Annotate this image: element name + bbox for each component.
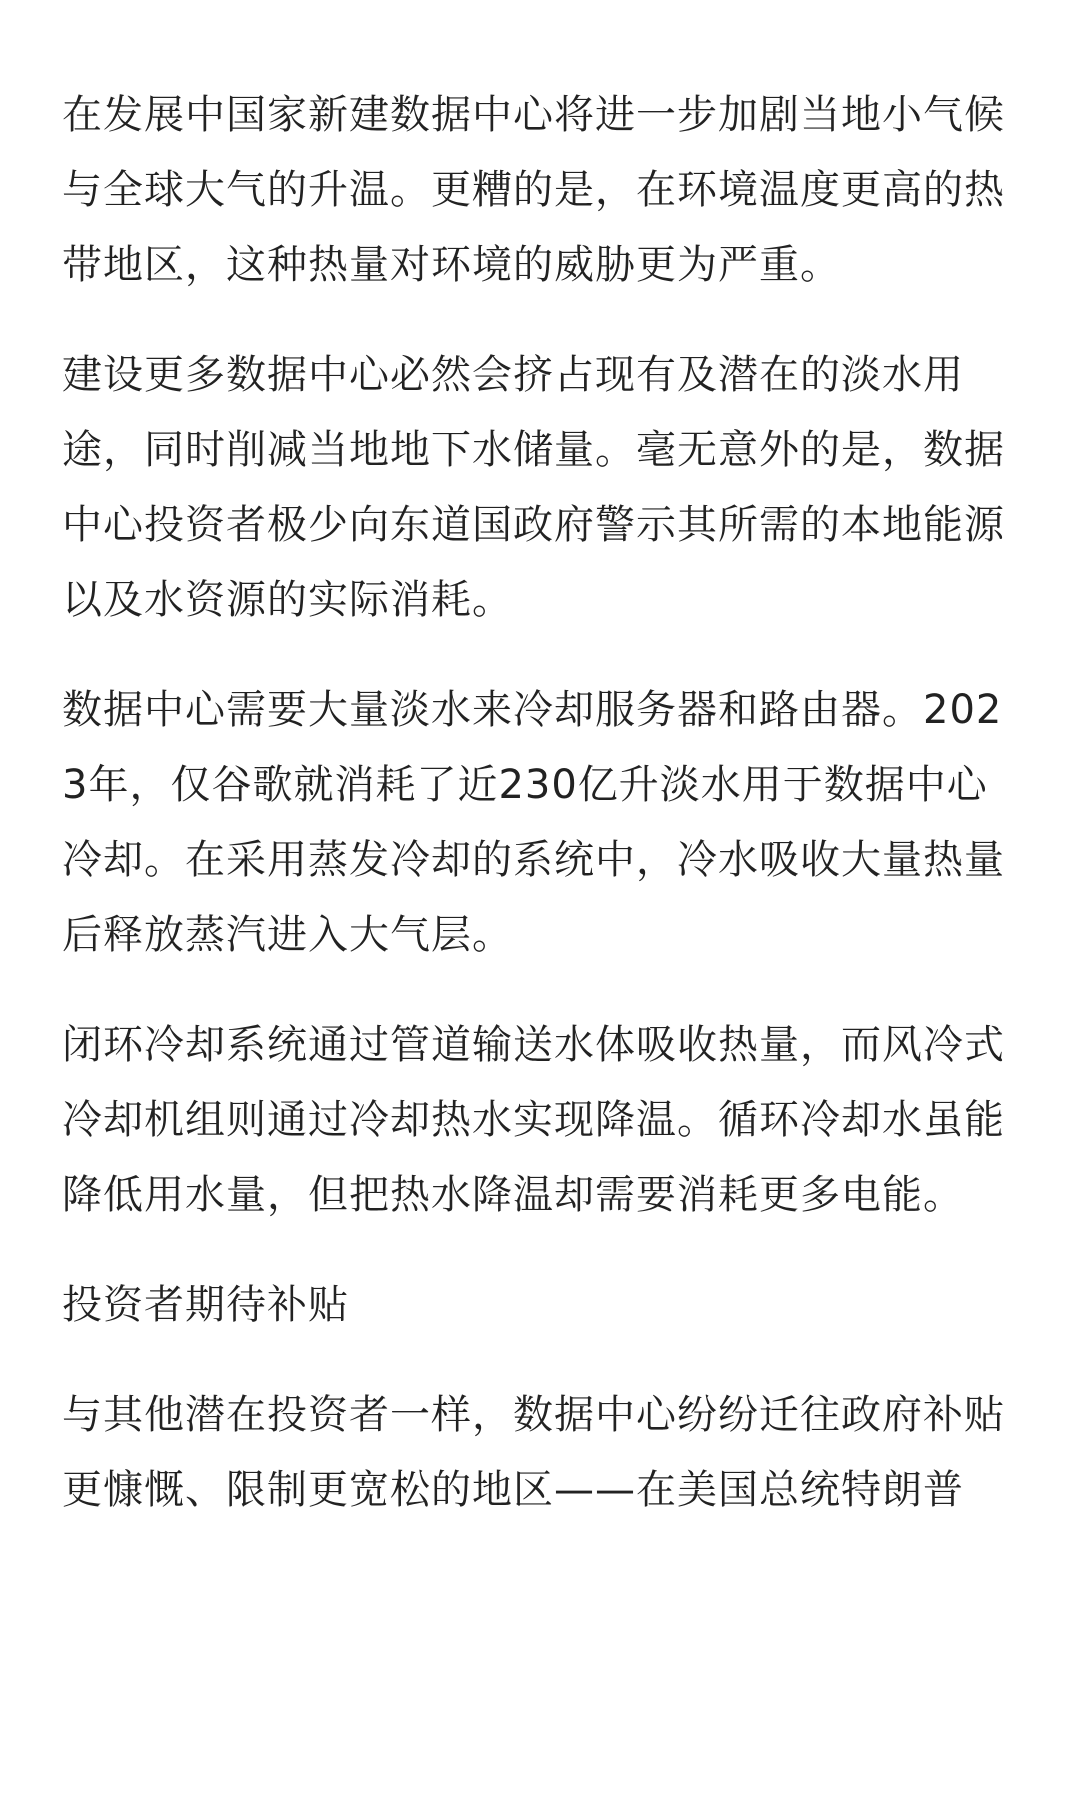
section-heading: 投资者期待补贴	[62, 1282, 349, 1328]
paragraph-cooling-water: 数据中心需要大量淡水来冷却服务器和路由器。2023年，仅谷歌就消耗了近230亿升淡水用于数据中心冷却。在采用蒸发冷却的系统中，冷水吸收大量热量后释放蒸汽进入大气层。	[62, 687, 1005, 958]
paragraph-freshwater: 建设更多数据中心必然会挤占现有及潜在的淡水用途，同时削减当地地下水储量。毫无意外的是，数据中心投资者极少向东道国政府警示其所需的本地能源以及水资源的实际消耗。	[62, 352, 1005, 623]
paragraph-subsidies: 与其他潜在投资者一样，数据中心纷纷迁往政府补贴更慷慨、限制更宽松的地区——在美国总统特朗普	[62, 1392, 1005, 1513]
paragraph-closed-loop: 闭环冷却系统通过管道输送水体吸收热量，而风冷式冷却机组则通过冷却热水实现降温。循环冷却水虽能降低用水量，但把热水降温却需要消耗更多电能。	[62, 1022, 1005, 1218]
paragraph-warming: 在发展中国家新建数据中心将进一步加剧当地小气候与全球大气的升温。更糟的是，在环境温度更高的热带地区，这种热量对环境的威胁更为严重。	[62, 92, 1005, 288]
article-body	[62, 78, 1022, 1563]
